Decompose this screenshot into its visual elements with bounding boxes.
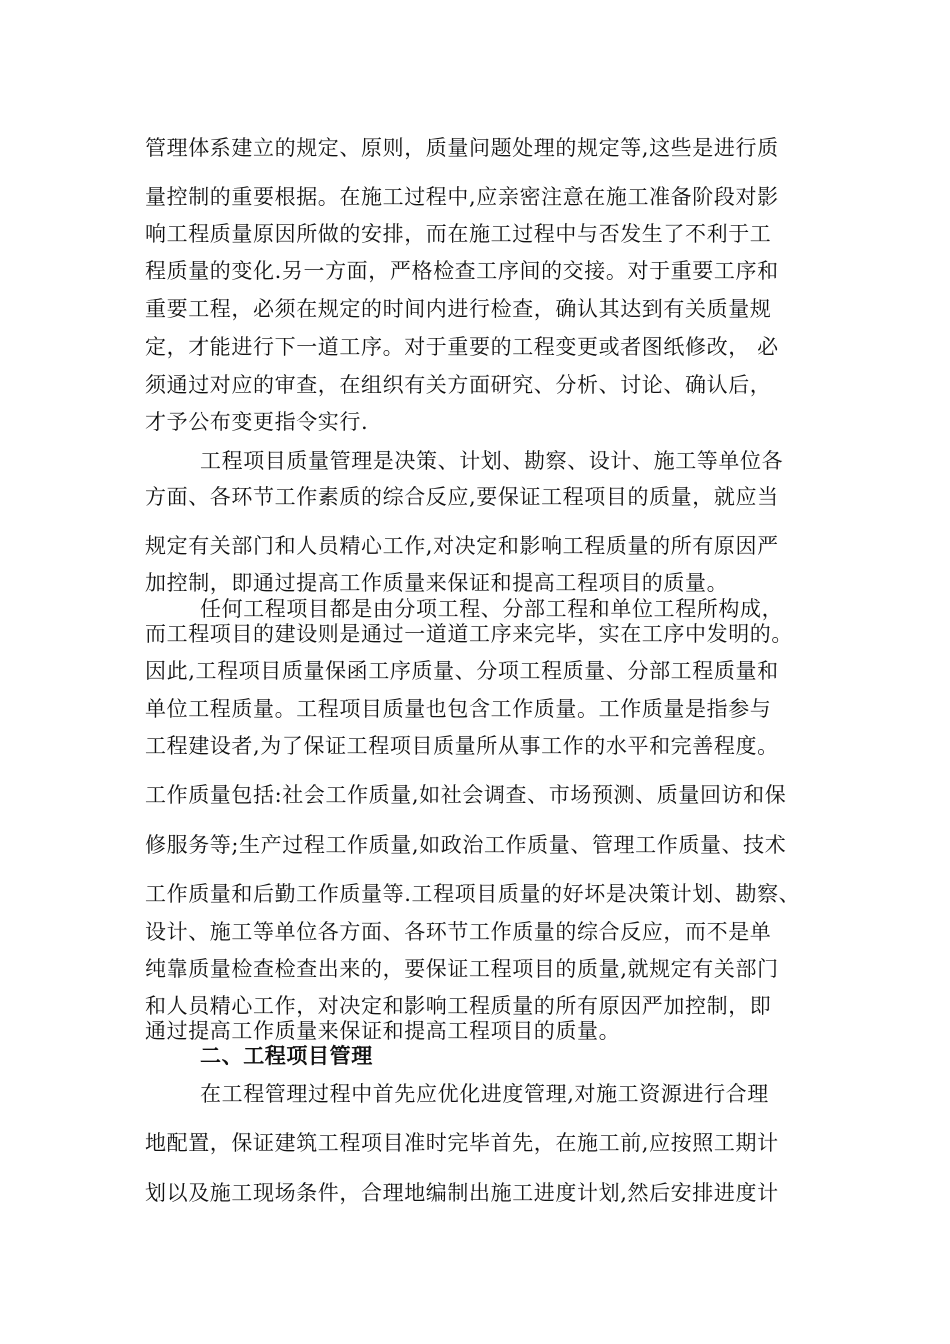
text-line: 工作质量和后勤工作质量等.工程项目质量的好坏是决策计划、勘察、 [145, 882, 801, 906]
text-line: 工作质量包括:社会工作质量,如社会调查、市场预测、质量回访和保 [145, 783, 787, 807]
paragraph-first-line: 任何工程项目都是由分项工程、分部工程和单位工程所构成， [200, 597, 784, 621]
text-line: 工程建设者,为了保证工程项目质量所从事工作的水平和完善程度。 [145, 734, 779, 758]
text-line: 而工程项目的建设则是通过一道道工序来完毕，实在工序中发明的。 [145, 622, 793, 646]
text-line: 量控制的重要根据。在施工过程中,应亲密注意在施工准备阶段对影 [145, 185, 779, 209]
text-line: 单位工程质量。工程项目质量也包含工作质量。工作质量是指参与 [145, 697, 772, 721]
text-line: 定，才能进行下一道工序。对于重要的工程变更或者图纸修改， 必 [145, 335, 779, 359]
text-line: 修服务等;生产过程工作质量,如政治工作质量、管理工作质量、技术 [145, 833, 787, 857]
text-line: 须通过对应的审查，在组织有关方面研究、分析、讨论、确认后， [145, 373, 772, 397]
text-line: 程质量的变化.另一方面，严格检查工序间的交接。对于重要工序和 [145, 259, 779, 283]
text-line: 通过提高工作质量来保证和提高工程项目的质量。 [145, 1019, 621, 1043]
text-line: 设计、施工等单位各方面、各环节工作质量的综合反应，而不是单 [145, 920, 772, 944]
text-line: 才予公布变更指令实行. [145, 410, 369, 434]
text-line: 和人员精心工作，对决定和影响工程质量的所有原因严加控制，即 [145, 994, 772, 1018]
text-line: 方面、各环节工作素质的综合反应,要保证工程项目的质量，就应当 [145, 485, 779, 509]
text-line: 规定有关部门和人员精心工作,对决定和影响工程质量的所有原因严 [145, 534, 779, 558]
text-line: 重要工程，必须在规定的时间内进行检查，确认其达到有关质量规 [145, 297, 772, 321]
text-line: 地配置，保证建筑工程项目准时完毕首先，在施工前,应按照工期计 [145, 1131, 779, 1155]
text-line: 管理体系建立的规定、原则，质量问题处理的规定等,这些是进行质 [145, 136, 779, 160]
paragraph-first-line: 工程项目质量管理是决策、计划、勘察、设计、施工等单位各 [200, 449, 784, 473]
paragraph-first-line: 在工程管理过程中首先应优化进度管理,对施工资源进行合理 [200, 1082, 769, 1106]
text-line: 纯靠质量检查检查出来的，要保证工程项目的质量,就规定有关部门 [145, 957, 779, 981]
text-line: 加控制，即通过提高工作质量来保证和提高工程项目的质量。 [145, 571, 729, 595]
text-line: 划以及施工现场条件，合理地编制出施工进度计划,然后安排进度计 [145, 1181, 779, 1205]
section-heading: 二、工程项目管理 [200, 1043, 373, 1068]
text-line: 因此,工程项目质量保函工序质量、分项工程质量、分部工程质量和 [145, 659, 779, 683]
text-line: 响工程质量原因所做的安排，而在施工过程中与否发生了不利于工 [145, 222, 772, 246]
